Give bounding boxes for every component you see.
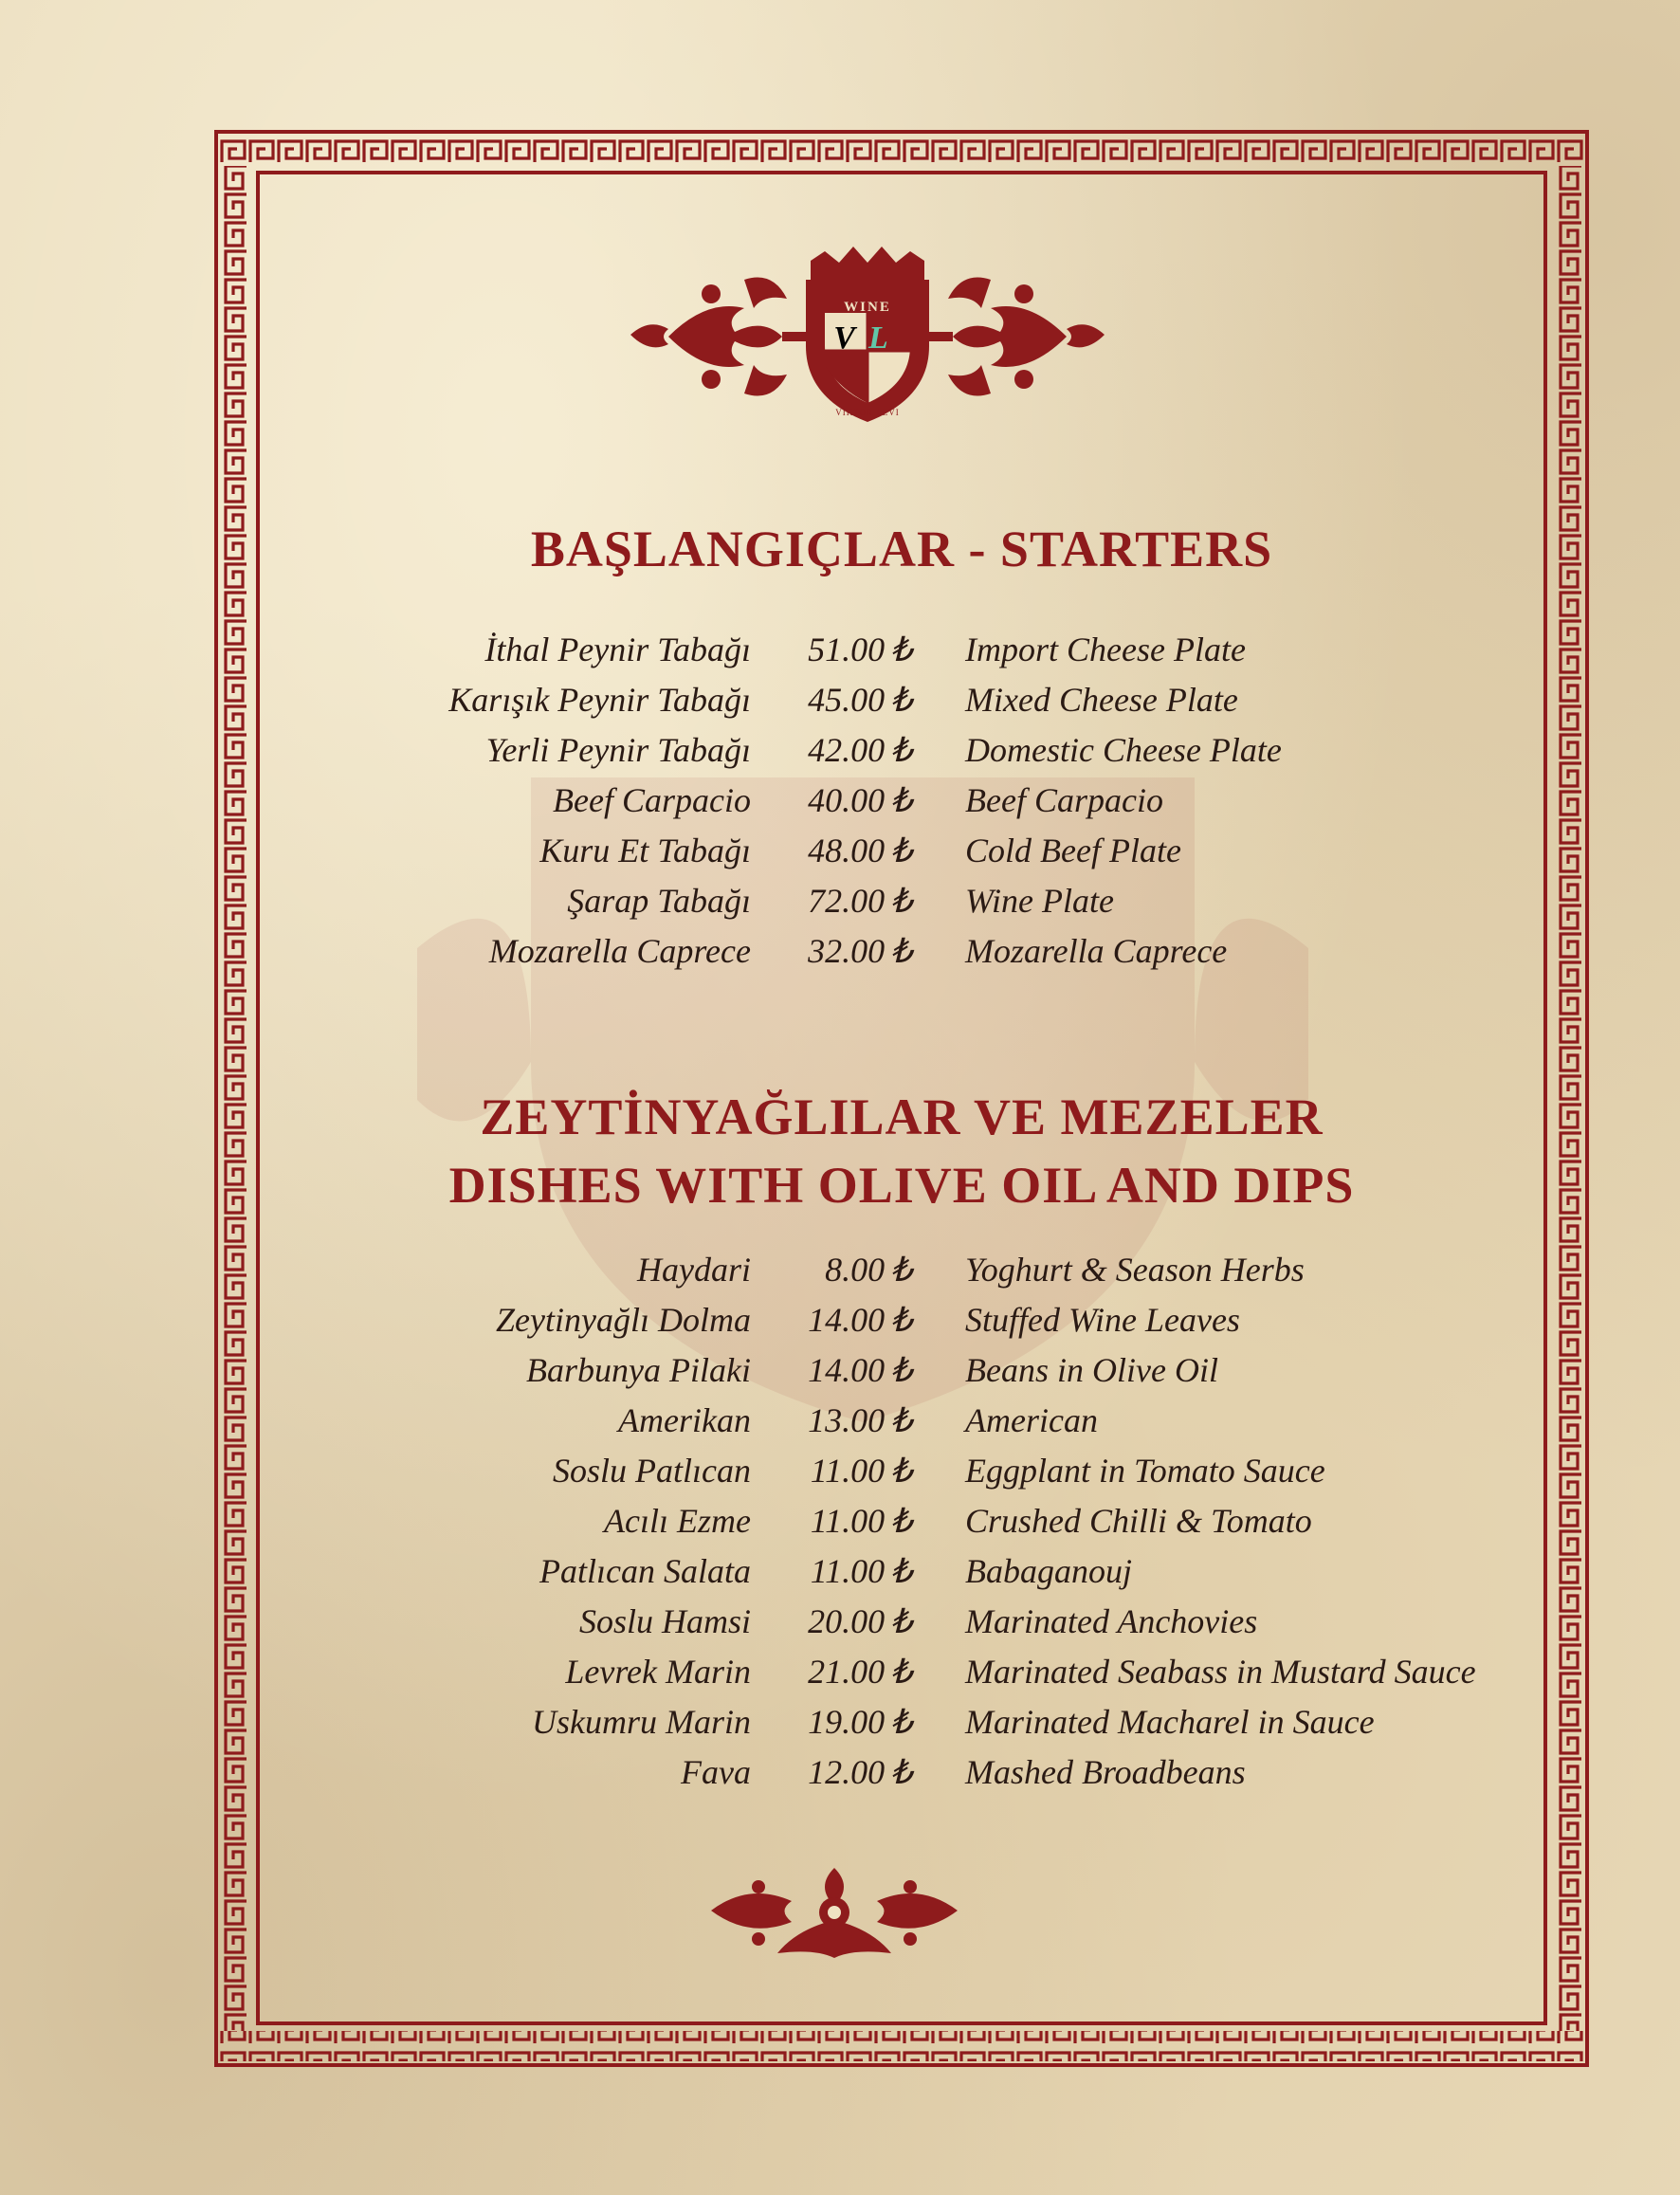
item-name-tr: Fava [681,1753,751,1791]
item-name-tr: Zeytinyağlı Dolma [496,1301,751,1339]
item-name-tr: İthal Peynir Tabağı [484,631,751,668]
item-price [808,780,912,820]
price-value: 12.00 [808,1753,886,1791]
item-name-tr: Mozarella Caprece [488,932,751,970]
price-value: 19.00 [808,1703,886,1741]
menu-item-row [0,1451,1680,1496]
item-name-tr: Barbunya Pilaki [526,1351,751,1389]
item-price [808,680,912,720]
menu-item-row [0,931,1680,977]
currency-symbol: ₺ [890,1552,912,1590]
item-name-tr: Kuru Et Tabağı [539,832,751,869]
price-value: 21.00 [808,1653,886,1691]
item-price [811,1451,912,1491]
item-price [811,1501,912,1541]
item-name-tr: Uskumru Marin [532,1703,751,1741]
currency-symbol: ₺ [890,1301,912,1339]
item-name-en: Mashed Broadbeans [965,1753,1246,1791]
price-value: 42.00 [808,731,886,769]
crest-wine-text: WINE [844,300,891,315]
item-name-tr: Soslu Patlıcan [553,1452,751,1490]
currency-symbol: ₺ [890,832,912,869]
item-price [808,1400,912,1440]
menu-item-row [0,881,1680,926]
item-price [808,730,912,770]
item-price [808,630,912,669]
bottom-ornament [702,1863,967,1963]
item-name-tr: Patlıcan Salata [539,1552,751,1590]
currency-symbol: ₺ [890,1351,912,1389]
menu-item-row [0,1300,1680,1345]
section-title-olive-oil-tr: ZEYTİNYAĞLILAR VE MEZELER [480,1088,1324,1145]
item-name-en: Cold Beef Plate [965,832,1181,869]
currency-symbol: ₺ [890,1251,912,1289]
item-name-en: Mixed Cheese Plate [965,681,1238,719]
item-price [808,1300,912,1340]
currency-symbol: ₺ [890,781,912,819]
price-value: 40.00 [808,781,886,819]
currency-symbol: ₺ [890,882,912,920]
currency-symbol: ₺ [890,1452,912,1490]
item-name-tr: Soslu Hamsi [578,1602,751,1640]
section-title-olive-oil-en: DISHES WITH OLIVE OIL AND DIPS [448,1157,1355,1214]
item-name-en: Beans in Olive Oil [965,1351,1218,1389]
item-price [811,1551,912,1591]
item-price [808,1652,912,1692]
price-value: 11.00 [810,1502,886,1540]
price-value: 8.00 [825,1251,886,1289]
currency-symbol: ₺ [890,1753,912,1791]
item-name-en: Import Cheese Plate [965,631,1246,668]
item-name-en: Wine Plate [965,882,1114,920]
item-name-en: Domestic Cheese Plate [965,731,1282,769]
menu-item-row [0,1501,1680,1546]
currency-symbol: ₺ [890,1602,912,1640]
item-name-en: Marinated Macharel in Sauce [965,1703,1375,1741]
item-name-tr: Beef Carpacio [553,781,751,819]
menu-item-row [0,1350,1680,1396]
item-name-tr: Acılı Ezme [604,1502,751,1540]
menu-item-row [0,1752,1680,1798]
price-value: 11.00 [810,1452,886,1490]
menu-item-row [0,1652,1680,1697]
price-value: 14.00 [808,1351,886,1389]
item-name-en: Stuffed Wine Leaves [965,1301,1240,1339]
item-price [808,1601,912,1641]
price-value: 72.00 [808,882,886,920]
item-price [808,881,912,921]
item-name-en: Babaganouj [965,1552,1132,1590]
menu-item-row [0,1400,1680,1446]
price-value: 14.00 [808,1301,886,1339]
currency-symbol: ₺ [890,631,912,668]
item-price [808,931,912,971]
currency-symbol: ₺ [890,1653,912,1691]
item-name-en: Yoghurt & Season Herbs [965,1251,1305,1289]
item-name-en: Eggplant in Tomato Sauce [965,1452,1325,1490]
crest-motto: VIKTOR LEVI [835,408,900,417]
item-name-en: American [965,1401,1098,1439]
item-price [808,1752,912,1792]
price-value: 11.00 [810,1552,886,1590]
crest-initials: VL [833,320,902,356]
currency-symbol: ₺ [890,1703,912,1741]
item-name-tr: Şarap Tabağı [567,882,751,920]
currency-symbol: ₺ [890,681,912,719]
menu-item-row [0,1702,1680,1747]
item-name-en: Marinated Seabass in Mustard Sauce [965,1653,1476,1691]
price-value: 20.00 [808,1602,886,1640]
item-name-en: Crushed Chilli & Tomato [965,1502,1312,1540]
price-value: 51.00 [808,631,886,668]
menu-item-row [0,1601,1680,1647]
section-title-starters: BAŞLANGIÇLAR - STARTERS [530,521,1273,577]
currency-symbol: ₺ [890,1401,912,1439]
menu-item-row [0,1551,1680,1597]
item-name-tr: Karışık Peynir Tabağı [448,681,751,719]
menu-item-row [0,780,1680,826]
item-name-en: Beef Carpacio [965,781,1163,819]
currency-symbol: ₺ [890,932,912,970]
item-name-en: Mozarella Caprece [965,932,1228,970]
item-price [825,1250,912,1290]
item-name-tr: Haydari [637,1251,751,1289]
menu-item-row [0,680,1680,725]
price-value: 32.00 [808,932,886,970]
menu-item-row [0,1250,1680,1295]
item-price [808,1350,912,1390]
currency-symbol: ₺ [890,1502,912,1540]
menu-item-row [0,730,1680,776]
item-name-tr: Levrek Marin [565,1653,751,1691]
item-name-tr: Yerli Peynir Tabağı [485,731,751,769]
item-name-tr: Amerikan [618,1401,751,1439]
item-price [808,1702,912,1742]
price-value: 48.00 [808,832,886,869]
menu-item-row [0,630,1680,675]
item-price [808,831,912,870]
item-name-en: Marinated Anchovies [965,1602,1258,1640]
currency-symbol: ₺ [890,731,912,769]
price-value: 45.00 [808,681,886,719]
menu-item-row [0,831,1680,876]
price-value: 13.00 [808,1401,886,1439]
